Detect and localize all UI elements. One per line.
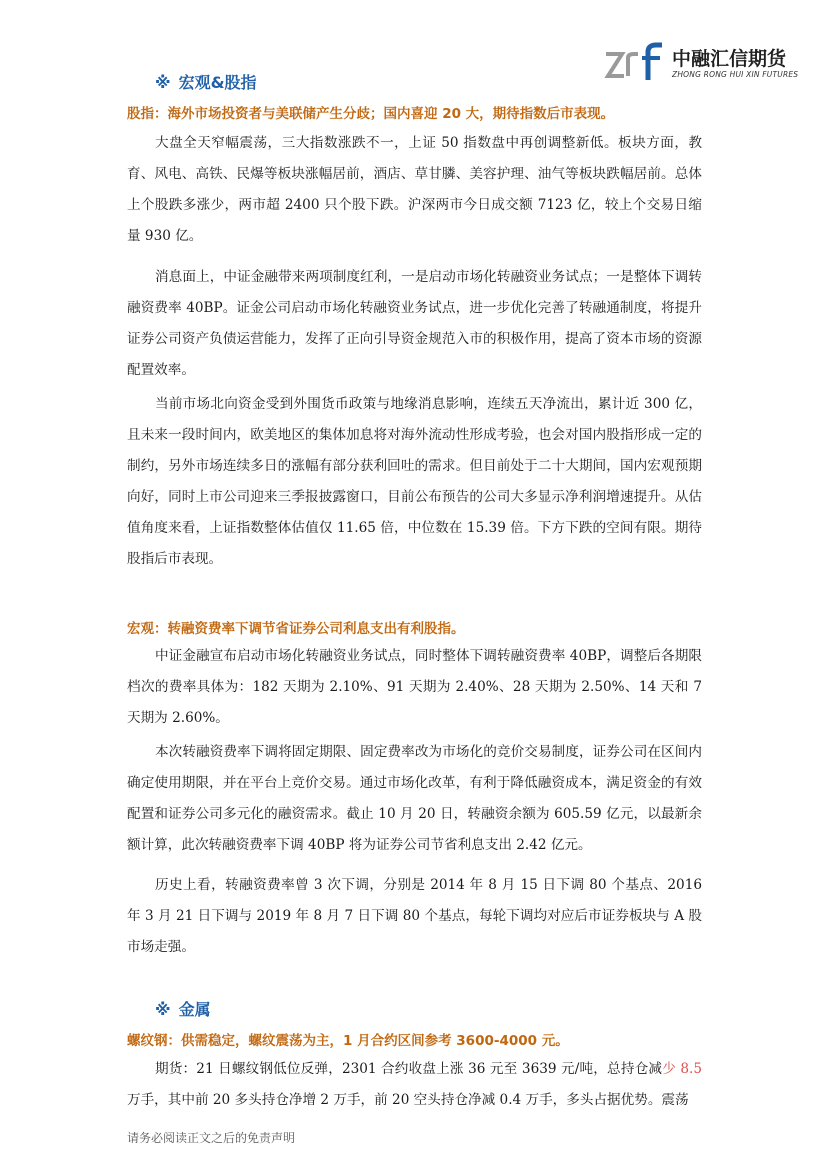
section-title-text: 宏观&股指 <box>178 73 257 92</box>
logo-mark-icon <box>604 42 666 82</box>
index-heading: 股指：海外市场投资者与美联储产生分歧；国内喜迎 20 大，期待指数后市表现。 <box>127 106 615 122</box>
section-title-macro <box>155 70 257 93</box>
section-mark-icon: ※ <box>155 1000 171 1019</box>
macro-paragraph: 本次转融资费率下调将固定期限、固定费率改为市场化的竞价交易制度，证券公司在区间内确定使用期限，并在平台上竞价交易。通过市场化改革，有利于降低融资成本，满足资金的有效配置和证券公司多元化的融资需求。截止 10 月 20 日，转融资余额为 605.59 亿元，以最新余额计算，此次转融资费率下调 40BP 将为证券公司节省利息支出 2.42 亿元。 <box>127 744 702 853</box>
rebar-highlight: 少 8.5 <box>662 1061 702 1077</box>
rebar-text-a: 期货：21 日螺纹钢低位反弹，2301 合约收盘上涨 36 元至 3639 元/吨，总持仓减 <box>155 1061 663 1077</box>
section-title-metals <box>155 997 211 1020</box>
rebar-text-b: 万手，其中前 20 多头持仓净增 2 万手，前 20 空头持仓净减 0.4 万手，多头占据优势。震荡 <box>127 1092 689 1108</box>
company-logo <box>604 42 804 86</box>
logo-english-name: ZHONG RONG HUI XIN FUTURES <box>672 70 799 79</box>
section-mark-icon: ※ <box>155 73 171 92</box>
rebar-paragraph <box>127 1054 702 1116</box>
index-paragraph: 消息面上，中证金融带来两项制度红利，一是启动市场化转融资业务试点；一是整体下调转融资费率 40BP。证金公司启动市场化转融资业务试点，进一步优化完善了转融通制度，将提升证券公司资产负债运营能力，发挥了正向引导资金规范入市的积极作用，提高了资本市场的资源配置效率。 <box>127 269 702 378</box>
index-paragraph: 大盘全天窄幅震荡，三大指数涨跌不一，上证 50 指数盘中再创调整新低。板块方面，教育、风电、高铁、民爆等板块涨幅居前，酒店、草甘膦、美容护理、油气等板块跌幅居前。总体上个股跌多涨少，两市超 2400 只个股下跌。沪深两市今日成交额 7123 亿，较上个交易日缩量 930 亿。 <box>127 135 702 244</box>
section-title-text: 金属 <box>178 1000 211 1019</box>
macro-heading: 宏观：转融资费率下调节省证券公司利息支出有利股指。 <box>127 621 465 637</box>
logo-chinese-name: 中融汇信期货 <box>672 48 787 70</box>
index-paragraph: 当前市场北向资金受到外围货币政策与地缘消息影响，连续五天净流出，累计近 300 亿，且未来一段时间内，欧美地区的集体加息将对海外流动性形成考验，也会对国内股指形成一定的制约，另外市场连续多日的涨幅有部分获利回吐的需求。但目前处于二十大期间，国内宏观预期向好，同时上市公司迎来三季报披露窗口，目前公布预告的公司大多显示净利润增速提升。从估值角度来看，上证指数整体估值仅 11.65 倍，中位数在 15.39 倍。下方下跌的空间有限。期待股指后市表现。 <box>127 396 702 567</box>
macro-paragraph: 中证金融宣布启动市场化转融资业务试点，同时整体下调转融资费率 40BP，调整后各期限档次的费率具体为：182 天期为 2.10%、91 天期为 2.40%、28 天期为 2.50%、14 天和 7 天期为 2.60%。 <box>127 648 702 726</box>
footer-disclaimer: 请务必阅读正文之后的免责声明 <box>127 1131 296 1145</box>
macro-paragraph: 历史上看，转融资费率曾 3 次下调，分别是 2014 年 8 月 15 日下调 80 个基点、2016 年 3 月 21 日下调与 2019 年 8 月 7 日下调 80 个基点，每轮下调均对应后市证券板块与 A 股市场走强。 <box>127 877 702 955</box>
rebar-heading: 螺纹钢：供需稳定，螺纹震荡为主，1 月合约区间参考 3600-4000 元。 <box>127 1033 569 1049</box>
